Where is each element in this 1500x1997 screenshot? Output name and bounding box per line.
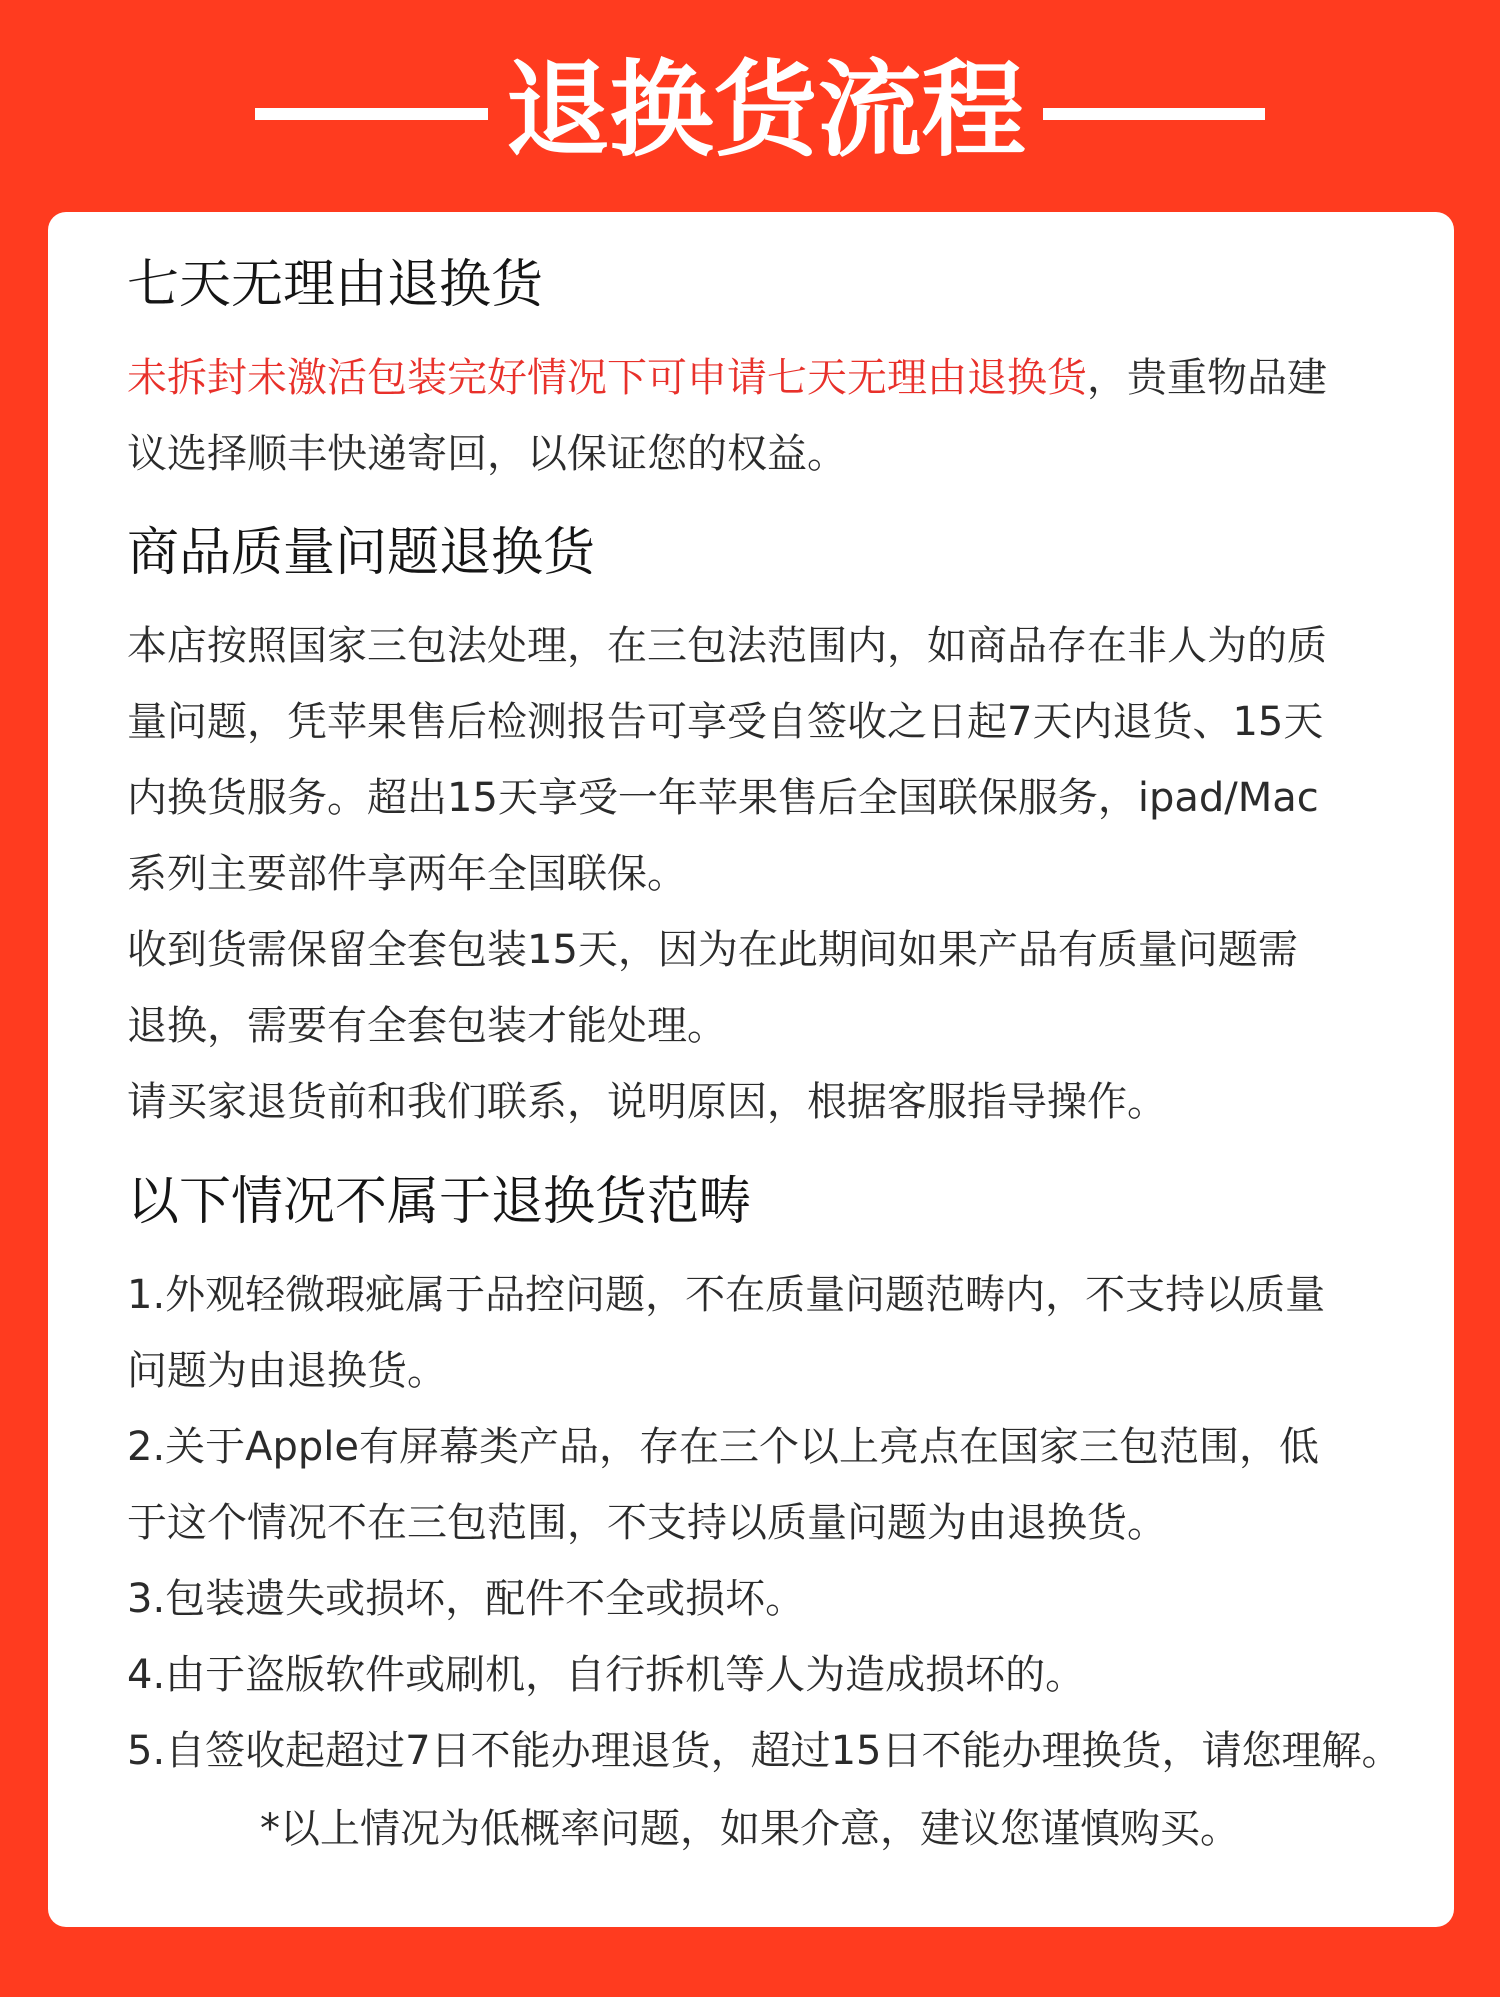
exclusion-line-4: 于这个情况不在三包范围，不支持以质量问题为由退换货。 [127,1500,1167,1546]
section-2-line-6: 退换，需要有全套包装才能处理。 [127,1003,727,1049]
title-left-rule [255,108,488,120]
section-2-line-3: 内换货服务。超出15天享受一年苹果售后全国联保服务，ipad/Mac [127,775,1319,821]
footnote: *以上情况为低概率问题，如果介意，建议您谨慎购买。 [260,1806,1240,1852]
section-2-line-7: 请买家退货前和我们联系，说明原因，根据客服指导操作。 [127,1079,1167,1125]
section-2-line-2: 量问题，凭苹果售后检测报告可享受自签收之日起7天内退货、15天 [127,699,1324,745]
section-2-line-4: 系列主要部件享两年全国联保。 [127,851,687,897]
exclusion-line-2: 问题为由退换货。 [127,1348,447,1394]
section-heading-exclusions: 以下情况不属于退换货范畴 [127,1172,752,1232]
section-1-line-2: 议选择顺丰快递寄回，以保证您的权益。 [127,431,847,477]
exclusion-line-7: 5.自签收起超过7日不能办理退货，超过15日不能办理换货，请您理解。 [127,1728,1402,1774]
seven-day-condition-highlight: 未拆封未激活包装完好情况下可申请七天无理由退换货 [127,355,1087,401]
section-2-line-1: 本店按照国家三包法处理，在三包法范围内，如商品存在非人为的质 [127,623,1327,669]
seven-day-condition-rest: ，贵重物品建 [1087,355,1327,401]
exclusion-line-1: 1.外观轻微瑕疵属于品控问题，不在质量问题范畴内，不支持以质量 [127,1272,1326,1318]
exclusion-line-3: 2.关于Apple有屏幕类产品，存在三个以上亮点在国家三包范围，低 [127,1424,1320,1470]
exclusion-line-5: 3.包装遗失或损坏，配件不全或损坏。 [127,1576,806,1622]
section-heading-quality-issue-return: 商品质量问题退换货 [127,523,596,583]
section-1-line-1 [127,340,1327,416]
header [0,0,1500,210]
section-heading-seven-day-return: 七天无理由退换货 [127,255,544,315]
title-right-rule [1043,108,1265,120]
exclusion-line-6: 4.由于盗版软件或刷机，自行拆机等人为造成损坏的。 [127,1652,1086,1698]
section-2-line-5: 收到货需保留全套包装15天，因为在此期间如果产品有质量问题需 [127,927,1298,973]
page-title: 退换货流程 [505,49,1026,171]
